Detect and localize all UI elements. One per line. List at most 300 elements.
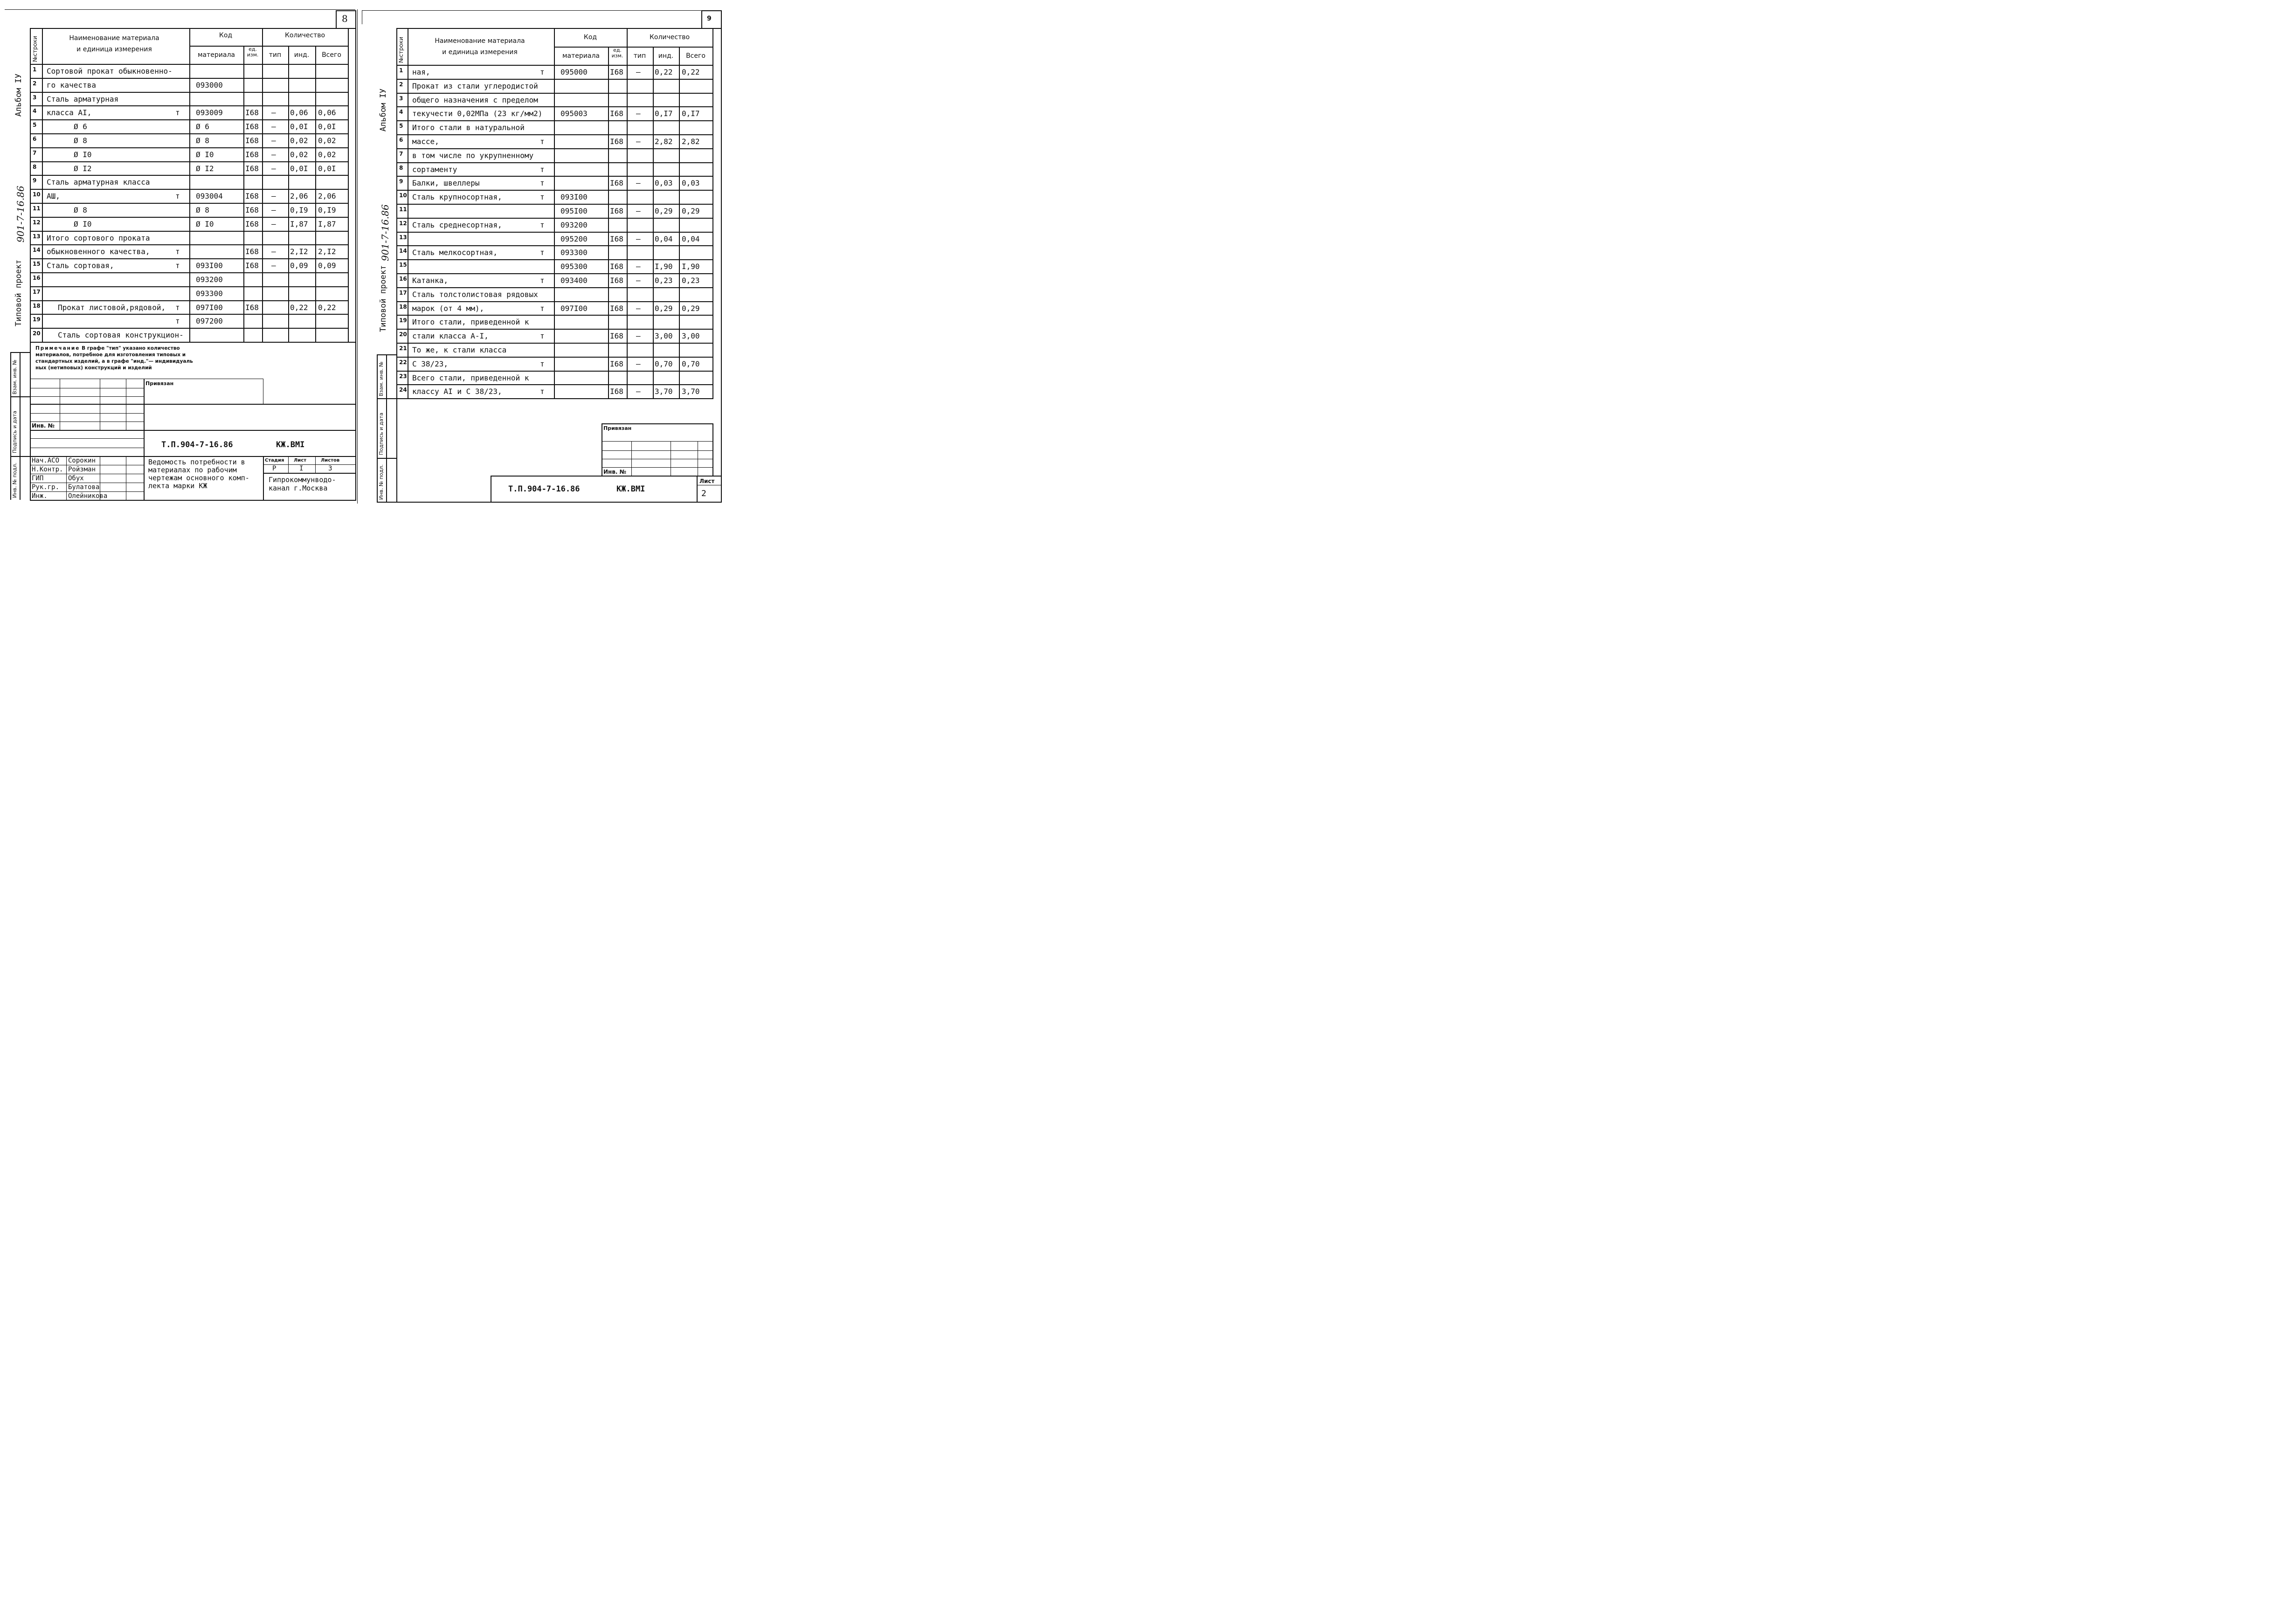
unit-mark: т bbox=[540, 179, 545, 188]
side-stamp-inv: Инв. № подл. bbox=[12, 463, 18, 498]
material-name: Итого стали в натуральной bbox=[412, 123, 525, 132]
stage-value: Р bbox=[272, 465, 277, 472]
qty-ind: 0,23 bbox=[655, 276, 673, 285]
unit-code: I68 bbox=[610, 207, 623, 215]
page-number: 9 bbox=[707, 15, 712, 22]
row-rule bbox=[396, 301, 713, 302]
qty-type: – bbox=[636, 359, 641, 368]
material-name: Сталь среднесортная, bbox=[412, 220, 502, 229]
unit-mark: т bbox=[540, 276, 545, 285]
sheet-value: I bbox=[299, 465, 304, 472]
material-code: 093004 bbox=[196, 192, 223, 201]
unit-code: I68 bbox=[245, 136, 259, 145]
material-code: Ø I2 bbox=[196, 164, 214, 173]
row-rule bbox=[30, 231, 349, 232]
row-number: 13 bbox=[399, 234, 407, 241]
material-name: Сталь арматурная bbox=[47, 94, 119, 104]
rownum-header: №строки bbox=[398, 36, 404, 63]
doc-title-4: лекта марки КЖ bbox=[148, 482, 207, 490]
qty-ind: 0,22 bbox=[290, 303, 308, 312]
row-number: 19 bbox=[33, 316, 41, 323]
material-name: го качества bbox=[47, 80, 96, 90]
qty-total: 0,06 bbox=[318, 108, 336, 117]
material-name: Ø 6 bbox=[74, 122, 87, 131]
row-rule bbox=[396, 106, 713, 107]
unit-mark: т bbox=[540, 165, 545, 174]
unit-code: I68 bbox=[245, 247, 259, 256]
signer-name: Олейникова bbox=[68, 492, 108, 500]
note-line-1: В графе "тип" указано количество bbox=[82, 346, 180, 351]
note-title: Примечание bbox=[35, 346, 80, 351]
unit-mark: т bbox=[540, 137, 545, 146]
row-rule bbox=[396, 315, 713, 316]
qty-total: 0,0I bbox=[318, 122, 336, 131]
material-code: Ø I0 bbox=[196, 150, 214, 159]
side-stamp-vzam: Взам. инв. № bbox=[378, 361, 384, 396]
material-name: в том числе по укрупненному bbox=[412, 151, 534, 160]
qty-type: – bbox=[271, 261, 276, 270]
unit-mark: т bbox=[540, 68, 545, 76]
row-rule bbox=[396, 232, 713, 233]
qty-total: 0,0I bbox=[318, 164, 336, 173]
privyazan-label: Привязан bbox=[603, 425, 632, 431]
qty-type: – bbox=[271, 247, 276, 256]
row-number: 10 bbox=[33, 191, 41, 198]
qty-type: – bbox=[271, 192, 276, 201]
qty-ind: 0,29 bbox=[655, 207, 673, 215]
qty-type: – bbox=[636, 304, 641, 313]
row-rule bbox=[30, 272, 349, 273]
material-name: класса АI, bbox=[47, 108, 92, 117]
project-code-handwritten: 901-7-16.86 bbox=[380, 204, 391, 261]
material-code: Ø 8 bbox=[196, 206, 209, 214]
qty-type: – bbox=[271, 122, 276, 131]
row-number: 4 bbox=[399, 109, 403, 116]
row-number: 5 bbox=[399, 123, 403, 130]
material-name: Балки, швеллеры bbox=[412, 179, 480, 188]
qty-total: 0,09 bbox=[318, 261, 336, 270]
unit-code: I68 bbox=[245, 150, 259, 159]
signer-name: Сорокин bbox=[68, 457, 96, 464]
qty-total: 0,29 bbox=[682, 207, 700, 215]
qty-ind: 2,I2 bbox=[290, 247, 308, 256]
unit-mark: т bbox=[540, 359, 545, 368]
material-name: классу АI и С 38/23, bbox=[412, 387, 502, 396]
qty-ind: 0,0I bbox=[290, 164, 308, 173]
project-label: Типовой проект bbox=[379, 265, 388, 332]
qty-type: – bbox=[271, 108, 276, 117]
page-number: 8 bbox=[342, 13, 348, 24]
row-rule bbox=[396, 79, 713, 80]
code-header: Код bbox=[219, 32, 233, 39]
qty-type: – bbox=[636, 387, 641, 396]
qty-total: I,90 bbox=[682, 262, 700, 271]
qty-ind-header: инд. bbox=[294, 51, 310, 59]
row-number: 23 bbox=[399, 373, 407, 380]
qty-total-header: Всего bbox=[322, 51, 341, 59]
qty-type-header: тип bbox=[633, 52, 646, 60]
material-code: 097I00 bbox=[560, 304, 588, 313]
qty-total: 0,04 bbox=[682, 234, 700, 243]
row-number: 15 bbox=[399, 262, 407, 269]
qty-ind: 0,09 bbox=[290, 261, 308, 270]
row-number: 10 bbox=[399, 192, 407, 199]
inv-no-label: Инв. № bbox=[32, 422, 55, 429]
row-rule bbox=[396, 329, 713, 330]
row-number: 8 bbox=[399, 164, 403, 171]
qty-total: 3,00 bbox=[682, 332, 700, 341]
material-code: 093009 bbox=[196, 108, 223, 117]
qty-ind: 0,I9 bbox=[290, 206, 308, 214]
row-number: 9 bbox=[33, 177, 37, 184]
material-name: Сталь сортовая конструкцион- bbox=[58, 331, 184, 340]
qty-total: 0,02 bbox=[318, 150, 336, 159]
row-number: 17 bbox=[33, 288, 41, 295]
material-code: 095000 bbox=[560, 68, 588, 76]
code-header: Код bbox=[583, 34, 597, 41]
row-number: 6 bbox=[399, 137, 403, 143]
qty-ind: 0,04 bbox=[655, 234, 673, 243]
qty-total: 2,06 bbox=[318, 192, 336, 201]
row-rule bbox=[30, 147, 349, 148]
qty-total: 0,I9 bbox=[318, 206, 336, 214]
row-rule bbox=[30, 78, 349, 79]
row-number: 7 bbox=[399, 150, 403, 157]
unit-code: I68 bbox=[245, 122, 259, 131]
doc-mark: КЖ.ВМI bbox=[616, 484, 645, 494]
material-name: марок (от 4 мм), bbox=[412, 304, 484, 313]
row-number: 15 bbox=[33, 261, 41, 268]
material-code: Ø 6 bbox=[196, 122, 209, 131]
note bbox=[35, 345, 193, 371]
qty-type: – bbox=[636, 276, 641, 285]
unit-mark: т bbox=[175, 261, 180, 270]
unit-mark: т bbox=[175, 192, 180, 201]
signer-role: ГИП bbox=[32, 475, 44, 482]
row-rule bbox=[396, 273, 713, 274]
material-name: С 38/23, bbox=[412, 359, 449, 368]
material-name: сортаменту bbox=[412, 165, 457, 174]
row-rule bbox=[396, 245, 713, 246]
row-rule bbox=[30, 217, 349, 218]
row-number: 9 bbox=[399, 178, 403, 185]
side-stamp-inv: Инв. № подл. bbox=[378, 464, 384, 500]
row-number: 11 bbox=[33, 205, 41, 212]
row-number: 3 bbox=[399, 95, 403, 102]
name-header: Наименование материала bbox=[69, 35, 159, 42]
sheets-value: 3 bbox=[328, 465, 332, 472]
doc-title-3: чертежам основного комп- bbox=[148, 474, 249, 482]
row-number: 16 bbox=[33, 275, 41, 281]
material-name: Сталь крупносортная, bbox=[412, 193, 502, 202]
sheet-label: Лист bbox=[294, 458, 307, 463]
material-code: 097200 bbox=[196, 317, 223, 326]
row-rule bbox=[30, 92, 349, 93]
material-code: Ø 8 bbox=[196, 136, 209, 145]
qty-ind: 2,06 bbox=[290, 192, 308, 201]
row-rule bbox=[30, 300, 349, 301]
qty-type: – bbox=[271, 164, 276, 173]
material-code: 093000 bbox=[196, 80, 223, 90]
qty-total: 0,29 bbox=[682, 304, 700, 313]
row-number: 16 bbox=[399, 276, 407, 282]
row-number: 3 bbox=[33, 94, 37, 101]
qty-type: – bbox=[636, 109, 641, 118]
material-code: 093300 bbox=[560, 248, 588, 257]
name-header-2: и единица измерения bbox=[442, 48, 518, 56]
material-name: Сталь толстолистовая рядовых bbox=[412, 290, 538, 299]
unit-code: I68 bbox=[610, 109, 623, 118]
sheets-label: Листов bbox=[321, 458, 340, 463]
row-number: 20 bbox=[399, 331, 407, 338]
signer-role: Н.Контр. bbox=[32, 466, 63, 473]
material-name: Прокат листовой,рядовой, bbox=[58, 303, 166, 312]
material-name: Ø 8 bbox=[74, 206, 87, 214]
unit-mark: т bbox=[540, 248, 545, 257]
row-rule bbox=[396, 93, 713, 94]
material-code: 095300 bbox=[560, 262, 588, 271]
row-number: 14 bbox=[33, 247, 41, 254]
unit-code: I68 bbox=[245, 192, 259, 201]
unit-code: I68 bbox=[610, 276, 623, 285]
qty-ind: 0,06 bbox=[290, 108, 308, 117]
qty-total: 0,23 bbox=[682, 276, 700, 285]
note-line-3: стандартных изделий, а в графе "инд."— индивидуаль bbox=[35, 359, 193, 364]
unit-code: I68 bbox=[245, 219, 259, 228]
row-number: 14 bbox=[399, 248, 407, 255]
qty-ind: 0,I7 bbox=[655, 109, 673, 118]
album-label: Альбом IУ bbox=[379, 88, 388, 131]
row-rule bbox=[396, 162, 713, 163]
material-name: То же, к стали класса bbox=[412, 346, 507, 354]
material-code: 093I00 bbox=[560, 193, 588, 202]
row-number: 2 bbox=[33, 80, 37, 87]
row-number: 22 bbox=[399, 359, 407, 366]
project-label: Типовой проект bbox=[14, 259, 23, 326]
qty-total: 0,22 bbox=[682, 68, 700, 76]
row-number: 20 bbox=[33, 330, 41, 337]
material-name: АШ, bbox=[47, 192, 60, 201]
material-name: Сталь мелкосортная, bbox=[412, 248, 498, 257]
row-rule bbox=[30, 328, 349, 329]
side-stamp-podpis: Подпись и дата bbox=[12, 410, 18, 453]
row-rule bbox=[396, 398, 713, 399]
sheet-label: Лист bbox=[699, 478, 715, 484]
qty-ind: 0,70 bbox=[655, 359, 673, 368]
row-rule bbox=[30, 203, 349, 204]
material-code: Ø I0 bbox=[196, 219, 214, 228]
row-rule bbox=[396, 259, 713, 260]
qty-total: 0,70 bbox=[682, 359, 700, 368]
qty-total: 0,03 bbox=[682, 179, 700, 188]
stage-label: Стадия bbox=[265, 458, 284, 463]
unit-mark: т bbox=[540, 304, 545, 313]
code-material-header: материала bbox=[562, 52, 600, 60]
unit-code: I68 bbox=[245, 261, 259, 270]
code-unit-header: ед. изм. bbox=[611, 47, 623, 59]
qty-type: – bbox=[271, 206, 276, 214]
qty-ind: 0,0I bbox=[290, 122, 308, 131]
row-rule bbox=[30, 314, 349, 315]
qty-total: 0,22 bbox=[318, 303, 336, 312]
qty-total: 0,I7 bbox=[682, 109, 700, 118]
material-code: 097I00 bbox=[196, 303, 223, 312]
material-name: Итого сортового проката bbox=[47, 233, 150, 242]
row-number: 17 bbox=[399, 289, 407, 296]
qty-total: 3,70 bbox=[682, 387, 700, 396]
material-name: Итого стали, приведенной к bbox=[412, 318, 529, 327]
qty-ind: I,90 bbox=[655, 262, 673, 271]
row-rule bbox=[396, 176, 713, 177]
row-number: 12 bbox=[399, 220, 407, 227]
unit-mark: т bbox=[540, 332, 545, 341]
qty-ind: 0,02 bbox=[290, 150, 308, 159]
note-line-4: ных (нетиповых) конструкций и изделий bbox=[35, 365, 152, 371]
material-code: 093300 bbox=[196, 289, 223, 298]
album-label: Альбом IУ bbox=[14, 73, 23, 117]
doc-mark: КЖ.ВМI bbox=[276, 440, 305, 449]
name-header-2: и единица измерения bbox=[76, 46, 152, 53]
qty-type: – bbox=[636, 68, 641, 76]
material-name: Всего стали, приведенной к bbox=[412, 373, 529, 382]
row-number: 21 bbox=[399, 345, 407, 352]
material-name: текучести 0,02МПа (23 кг/мм2) bbox=[412, 109, 543, 118]
qty-ind: 0,03 bbox=[655, 179, 673, 188]
tp-code: Т.П.904-7-16.86 bbox=[161, 440, 233, 449]
qty-type: – bbox=[636, 262, 641, 271]
material-name: Сталь арматурная класса bbox=[47, 178, 150, 187]
material-name: стали класса А-I, bbox=[412, 332, 489, 341]
side-stamp-vzam: Взам. инв. № bbox=[12, 359, 18, 394]
signer-name: Булатова bbox=[68, 484, 100, 491]
row-rule bbox=[396, 148, 713, 149]
unit-code: I68 bbox=[610, 359, 623, 368]
row-rule bbox=[30, 244, 349, 245]
unit-mark: т bbox=[540, 220, 545, 229]
material-code: 093400 bbox=[560, 276, 588, 285]
unit-code: I68 bbox=[610, 179, 623, 188]
unit-mark: т bbox=[175, 317, 180, 326]
qty-type: – bbox=[636, 332, 641, 341]
unit-code: I68 bbox=[245, 164, 259, 173]
row-number: 12 bbox=[33, 219, 41, 226]
signer-role: Нач.АСО bbox=[32, 457, 60, 464]
material-code: 093200 bbox=[560, 220, 588, 229]
material-code: 095200 bbox=[560, 234, 588, 243]
qty-ind: 3,70 bbox=[655, 387, 673, 396]
material-name: ная, bbox=[412, 68, 430, 76]
row-rule bbox=[30, 119, 349, 120]
row-rule bbox=[396, 384, 713, 385]
rownum-header: №строки bbox=[32, 35, 38, 62]
unit-mark: т bbox=[540, 193, 545, 202]
qty-total: I,87 bbox=[318, 219, 336, 228]
row-rule bbox=[30, 286, 349, 287]
row-rule bbox=[30, 161, 349, 162]
row-number: 11 bbox=[399, 206, 407, 213]
qty-ind: 3,00 bbox=[655, 332, 673, 341]
row-number: 24 bbox=[399, 387, 407, 394]
unit-mark: т bbox=[175, 303, 180, 312]
row-number: 19 bbox=[399, 317, 407, 324]
material-code: 095003 bbox=[560, 109, 588, 118]
row-number: 18 bbox=[399, 303, 407, 310]
row-rule bbox=[30, 133, 349, 134]
org-line-1: Гипрокоммунводо- bbox=[269, 476, 336, 484]
code-unit-header: ед. изм. bbox=[247, 46, 259, 58]
qty-total: 0,02 bbox=[318, 136, 336, 145]
qty-type: – bbox=[636, 137, 641, 146]
code-material-header: материала bbox=[197, 51, 235, 59]
material-name: обыкновенного качества, bbox=[47, 247, 150, 256]
row-rule bbox=[30, 258, 349, 259]
material-name: массе, bbox=[412, 137, 439, 146]
signer-name: Ройзман bbox=[68, 466, 96, 473]
row-number: 1 bbox=[33, 66, 37, 73]
row-rule bbox=[396, 287, 713, 288]
quantity-header: Количество bbox=[284, 32, 325, 39]
material-name: Ø 8 bbox=[74, 136, 87, 145]
qty-total: 2,82 bbox=[682, 137, 700, 146]
qty-type-header: тип bbox=[269, 51, 282, 59]
signer-role: Инж. bbox=[32, 492, 48, 500]
project-code-handwritten: 901-7-16.86 bbox=[15, 186, 26, 242]
unit-mark: т bbox=[175, 108, 180, 117]
row-number: 7 bbox=[33, 149, 37, 156]
unit-code: I68 bbox=[610, 234, 623, 243]
row-rule bbox=[30, 189, 349, 190]
row-rule bbox=[396, 204, 713, 205]
material-name: Ø I0 bbox=[74, 219, 92, 228]
row-rule bbox=[396, 190, 713, 191]
row-rule bbox=[30, 105, 349, 106]
name-header: Наименование материала bbox=[435, 37, 525, 45]
row-number: 5 bbox=[33, 122, 37, 129]
material-name: Ø I0 bbox=[74, 150, 92, 159]
unit-mark: т bbox=[540, 387, 545, 396]
row-number: 4 bbox=[33, 108, 37, 115]
row-rule bbox=[396, 134, 713, 135]
quantity-header: Количество bbox=[649, 34, 690, 41]
material-name: Ø I2 bbox=[74, 164, 92, 173]
material-code: 093200 bbox=[196, 275, 223, 284]
unit-code: I68 bbox=[610, 387, 623, 396]
material-name: общего назначения с пределом bbox=[412, 95, 538, 104]
unit-code: I68 bbox=[245, 206, 259, 214]
qty-total: 2,I2 bbox=[318, 247, 336, 256]
material-name: Прокат из стали углеродистой bbox=[412, 81, 538, 90]
qty-ind: I,87 bbox=[290, 219, 308, 228]
tp-code: Т.П.904-7-16.86 bbox=[508, 484, 580, 494]
row-rule bbox=[30, 175, 349, 176]
material-name: Катанка, bbox=[412, 276, 449, 285]
qty-ind: 0,22 bbox=[655, 68, 673, 76]
qty-type: – bbox=[271, 150, 276, 159]
material-name: Сталь сортовая, bbox=[47, 261, 114, 270]
privyazan-label: Привязан bbox=[145, 380, 174, 387]
qty-ind-header: инд. bbox=[658, 52, 674, 60]
qty-type: – bbox=[636, 207, 641, 215]
unit-code: I68 bbox=[245, 303, 259, 312]
row-number: 8 bbox=[33, 163, 37, 170]
row-rule bbox=[396, 357, 713, 358]
row-rule bbox=[396, 371, 713, 372]
doc-title-1: Ведомость потребности в bbox=[148, 458, 245, 466]
signer-name: Обух bbox=[68, 475, 84, 482]
inv-no-label: Инв. № bbox=[603, 469, 627, 475]
unit-code: I68 bbox=[610, 137, 623, 146]
qty-ind: 2,82 bbox=[655, 137, 673, 146]
